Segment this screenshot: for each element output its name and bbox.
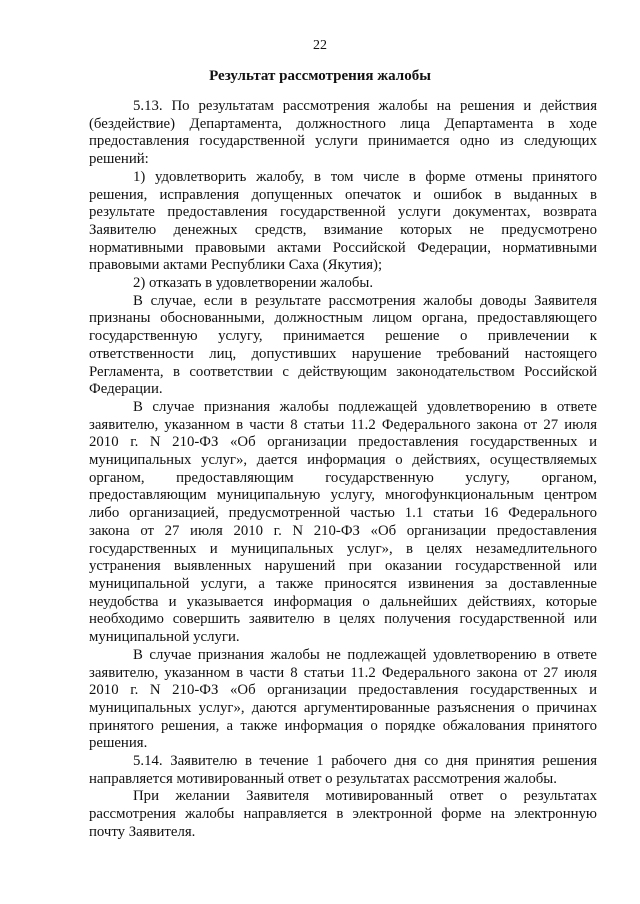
page-number: 22 bbox=[313, 38, 327, 53]
paragraph-complaint-rejected: В случае признания жалобы не подлежащей удовлетворению в ответе заявителю, указанном в части 8 статьи 11.2 Федерального закона от 27 июля 2010 г. N 210-ФЗ «Об организации предоставления государственных и муниципальных услуг», даются аргументированные разъяснения о причинах принятого решения, а также информация о порядке обжалования принятого решения. bbox=[89, 646, 597, 752]
paragraph-5-13: 5.13. По результатам рассмотрения жалобы на решения и действия (бездействие) Департамента, должностного лица Департамента в ходе предоставления государственной услуги принимается одно из следующих решений: bbox=[89, 98, 597, 168]
paragraph-decision-satisfy: 1) удовлетворить жалобу, в том числе в форме отмены принятого решения, исправления допущенных опечаток и ошибок в выданных в результате предоставления государственной услуги документах, возврата Заявителю денежных средств, взимание которых не предусмотрено нормативными правовыми актами Российской Федерации, нормативными правовыми актами Республики Саха (Якутия); bbox=[89, 168, 597, 274]
document-body bbox=[89, 98, 597, 842]
paragraph-decision-refuse: 2) отказать в удовлетворении жалобы. bbox=[133, 275, 374, 292]
section-title: Результат рассмотрения жалобы bbox=[209, 68, 431, 84]
paragraph-electronic-response: При желании Заявителя мотивированный ответ о результатах рассмотрения жалобы направляется в электронной форме на электронную почту Заявителя. bbox=[89, 788, 597, 840]
paragraph-5-14: 5.14. Заявителю в течение 1 рабочего дня со дня принятия решения направляется мотивированный ответ о результатах рассмотрения жалобы. bbox=[89, 753, 597, 787]
paragraph-complaint-satisfied: В случае признания жалобы подлежащей удовлетворению в ответе заявителю, указанном в части 8 статьи 11.2 Федерального закона от 27 июля 2010 г. N 210-ФЗ «Об организации предоставления государственных и муниципальных услуг», дается информация о действиях, осуществляемых органом, предоставляющим государственную услугу, органом, предоставляющим муниципальную услугу, многофункциональным центром либо организацией, предусмотренной частью 1.1 статьи 16 Федерального закона от 27 июля 2010 г. N 210-ФЗ «Об организации предоставления государственных и муниципальных услуг», в целях незамедлительного устранения выявленных нарушений при оказании государственной или муниципальной услуги, а также приносятся извинения за доставленные неудобства и указывается информация о дальнейших действиях, которые необходимо совершить заявителю в целях получения государственной или муниципальной услуги. bbox=[89, 398, 597, 646]
paragraph-accountability: В случае, если в результате рассмотрения жалобы доводы Заявителя признаны обоснованными, должностным лицом органа, предоставляющего государственную услугу, принимается решение о привлечении к ответственности лиц, допустивших нарушение требований настоящего Регламента, в соответствии с действующим законодательством Российской Федерации. bbox=[89, 292, 597, 398]
